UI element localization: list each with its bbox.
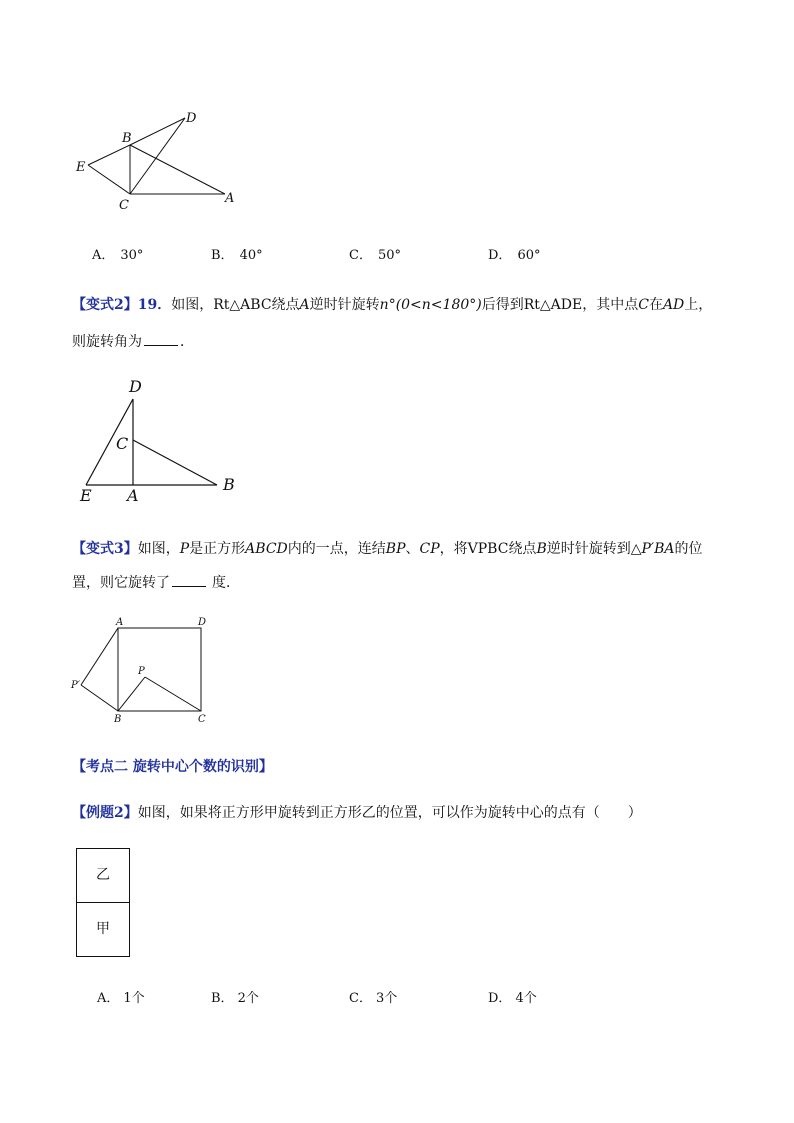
label-A: A xyxy=(116,617,124,628)
label-B: B xyxy=(114,714,122,725)
label-A: A xyxy=(127,486,139,505)
label-C: C xyxy=(119,198,129,213)
ex2-option-c[interactable]: C． 3个 xyxy=(349,991,398,1006)
label-D: D xyxy=(198,617,207,628)
label-D: D xyxy=(129,377,142,396)
q3-answer-blank[interactable] xyxy=(172,574,206,587)
q19-answer-blank[interactable] xyxy=(144,333,178,346)
label-E: E xyxy=(76,160,86,175)
label-E: E xyxy=(80,486,92,505)
label-A: A xyxy=(225,191,235,206)
q3-tag: 【变式3】 xyxy=(72,541,138,557)
q19-line1: 【变式2】19．如图，Rt△ABC绕点A逆时针旋转n°(0<n<180°)后得到Rt△ADE，其中点C在AD上， xyxy=(72,297,713,313)
label-P-prime: P′ xyxy=(71,680,80,691)
q18-option-c[interactable]: C． 50° xyxy=(349,248,401,263)
ex2-option-a[interactable]: A． 1个 xyxy=(97,991,145,1006)
ex2-option-d[interactable]: D． 4个 xyxy=(488,991,537,1006)
q3-figure xyxy=(0,610,230,730)
ex2-option-b[interactable]: B． 2个 xyxy=(211,991,259,1006)
label-B: B xyxy=(122,131,132,146)
q19-line2: 则旋转角为 ． xyxy=(72,334,194,350)
q19-tag: 【变式2】 xyxy=(72,297,138,313)
square-jia: 甲 xyxy=(76,902,130,957)
q3-line1: 【变式3】如图，P是正方形ABCD内的一点，连结BP、CP，将VPBC绕点B逆时针旋转到△P′BA的位 xyxy=(72,541,703,557)
label-B: B xyxy=(223,475,235,494)
ex2-line: 【例题2】如图，如果将正方形甲旋转到正方形乙的位置，可以作为旋转中心的点有（ ） xyxy=(72,805,642,821)
q18-figure xyxy=(0,0,260,215)
q18-option-d[interactable]: D． 60° xyxy=(488,248,541,263)
label-D: D xyxy=(186,111,197,126)
label-C: C xyxy=(116,434,129,453)
q19-figure xyxy=(0,370,260,510)
q18-option-a[interactable]: A． 30° xyxy=(92,248,144,263)
ex2-tag: 【例题2】 xyxy=(72,805,138,821)
square-yi: 乙 xyxy=(76,848,130,903)
label-C: C xyxy=(198,714,206,725)
section-heading: 【考点二 旋转中心个数的识别】 xyxy=(72,759,273,775)
q3-line2: 置，则它旋转了 度． xyxy=(72,575,240,591)
label-P: P xyxy=(138,666,145,677)
q18-option-b[interactable]: B． 40° xyxy=(211,248,263,263)
